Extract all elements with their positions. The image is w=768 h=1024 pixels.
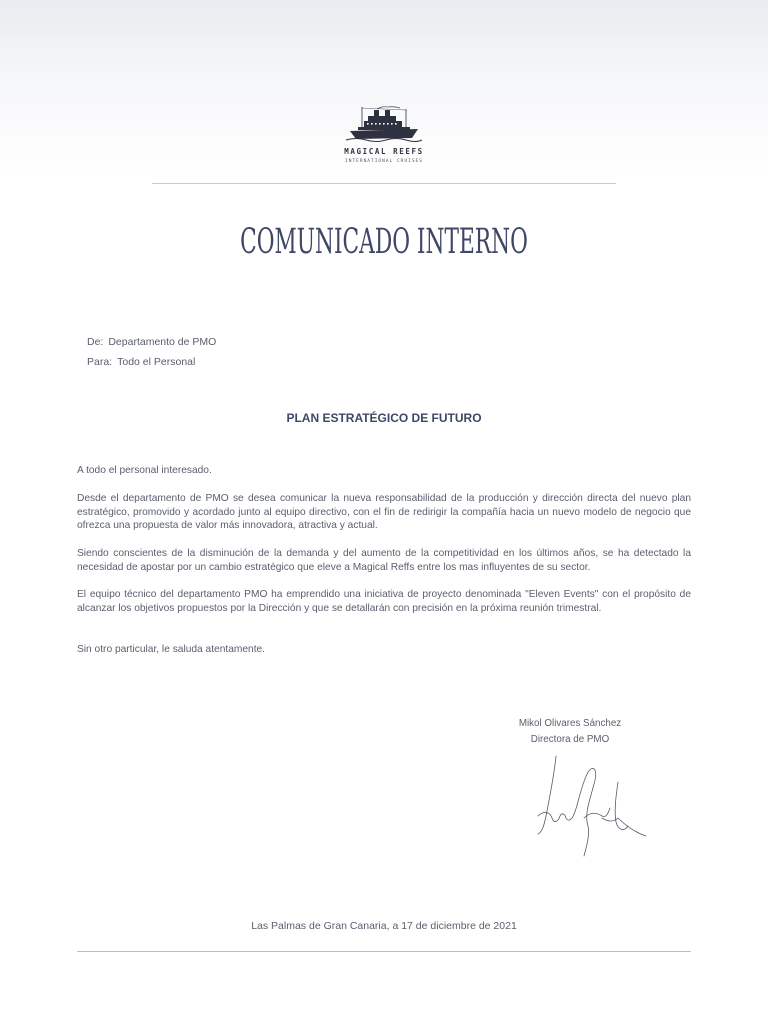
handwritten-signature [532, 752, 652, 860]
signatory-name: Mikol Olivares Sánchez [518, 718, 622, 729]
document-subject: PLAN ESTRATÉGICO DE FUTURO [286, 411, 482, 425]
company-logo [334, 104, 434, 168]
meta-to-label: Para: [87, 356, 113, 368]
greeting-paragraph: A todo el personal interesado. [77, 465, 212, 476]
cruise-ship-icon [344, 104, 424, 144]
meta-from-value: Departamento de PMO [108, 336, 217, 348]
document-title: COMUNICADO INTERNO [240, 222, 528, 262]
meta-to-value: Todo el Personal [117, 356, 196, 368]
body-paragraph: Desde el departamento de PMO se desea comunicar la nueva responsabilidad de la producción y dirección directa del nuevo plan estratégico, promovido y acordado junto al equipo directivo, con el fin de redirigir la compañía hacia un nuevo modelo de negocio que ofrezca una propuesta de valor más innovadora, atractiva y actual. [77, 493, 691, 531]
place-and-date: Las Palmas de Gran Canaria, a 17 de diciembre de 2021 [251, 920, 517, 932]
meta-from [87, 336, 216, 348]
body-paragraph: Siendo conscientes de la disminución de la demanda y del aumento de la competitividad en los últimos años, se ha detectado la necesidad de apostar por un cambio estratégico que eleve a Magical Reffs entre los mas influyentes de su sector. [77, 548, 691, 573]
signatory-role: Directora de PMO [530, 734, 610, 745]
brand-name: MAGICAL REEFS [344, 147, 424, 156]
brand-tagline: INTERNATIONAL CRUISES [345, 159, 423, 164]
meta-from-label: De: [87, 336, 104, 348]
header-divider [152, 183, 616, 184]
footer-divider [77, 951, 691, 952]
body-paragraph: El equipo técnico del departamento PMO ha emprendido una iniciativa de proyecto denominada "Eleven Events" con el propósito de alcanzar los objetivos propuestos por la Dirección y que se detallarán con precisión en la próxima reunión trimestral. [77, 589, 691, 614]
meta-to [87, 356, 195, 368]
closing-paragraph: Sin otro particular, le saluda atentamente. [77, 644, 266, 655]
